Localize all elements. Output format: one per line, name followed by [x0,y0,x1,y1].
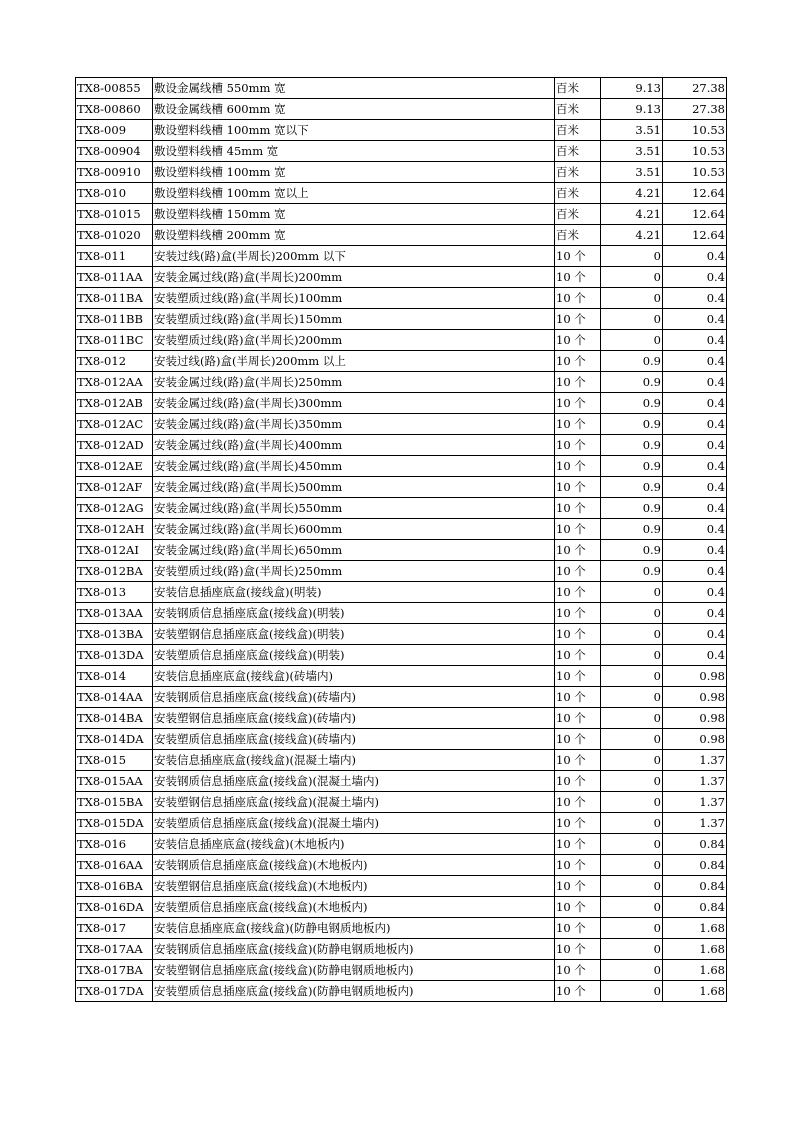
quantity-a-cell: 0.9 [601,477,663,498]
table-row [76,519,727,540]
unit-cell: 百米 [555,183,601,204]
quantity-b-cell: 0.4 [663,519,727,540]
quantity-a-cell: 0 [601,792,663,813]
item-code-cell: TX8-00860 [76,99,153,120]
table-row [76,687,727,708]
quantity-b-cell: 12.64 [663,183,727,204]
quantity-a-cell: 0 [601,624,663,645]
item-description-cell: 安装过线(路)盒(半周长)200mm 以下 [153,246,555,267]
item-code-cell: TX8-011 [76,246,153,267]
quantity-b-cell: 1.68 [663,981,727,1002]
item-code-cell: TX8-012AD [76,435,153,456]
item-code-cell: TX8-00855 [76,78,153,99]
unit-cell: 10 个 [555,960,601,981]
unit-cell: 10 个 [555,645,601,666]
item-code-cell: TX8-015AA [76,771,153,792]
item-description-cell: 安装塑钢信息插座底盒(接线盒)(混凝土墙内) [153,792,555,813]
quantity-a-cell: 0 [601,246,663,267]
item-code-cell: TX8-012AA [76,372,153,393]
quantity-b-cell: 0.4 [663,540,727,561]
table-row [76,603,727,624]
unit-cell: 10 个 [555,498,601,519]
unit-cell: 10 个 [555,876,601,897]
item-description-cell: 安装钢质信息插座底盒(接线盒)(木地板内) [153,855,555,876]
unit-cell: 10 个 [555,393,601,414]
item-code-cell: TX8-013DA [76,645,153,666]
table-row [76,813,727,834]
quantity-b-cell: 0.4 [663,351,727,372]
quantity-a-cell: 0 [601,267,663,288]
quantity-a-cell: 0 [601,708,663,729]
unit-cell: 百米 [555,225,601,246]
item-code-cell: TX8-016 [76,834,153,855]
quantity-a-cell: 0 [601,771,663,792]
item-description-cell: 敷设塑料线槽 100mm 宽以下 [153,120,555,141]
spreadsheet-page [75,77,727,1002]
item-description-cell: 安装金属过线(路)盒(半周长)450mm [153,456,555,477]
unit-cell: 百米 [555,120,601,141]
item-description-cell: 安装钢质信息插座底盒(接线盒)(砖墙内) [153,687,555,708]
item-code-cell: TX8-013 [76,582,153,603]
quantity-a-cell: 3.51 [601,141,663,162]
quantity-a-cell: 0 [601,330,663,351]
table-row [76,666,727,687]
item-code-cell: TX8-012 [76,351,153,372]
unit-cell: 10 个 [555,288,601,309]
unit-cell: 10 个 [555,834,601,855]
quantity-b-cell: 0.4 [663,435,727,456]
table-row [76,372,727,393]
quota-table-body [76,78,727,1002]
item-description-cell: 安装金属过线(路)盒(半周长)550mm [153,498,555,519]
table-row [76,561,727,582]
item-description-cell: 安装塑质信息插座底盒(接线盒)(混凝土墙内) [153,813,555,834]
quantity-b-cell: 0.4 [663,561,727,582]
quantity-b-cell: 0.4 [663,477,727,498]
quantity-a-cell: 0 [601,855,663,876]
table-row [76,771,727,792]
table-row [76,183,727,204]
quantity-a-cell: 0.9 [601,519,663,540]
table-row [76,624,727,645]
quantity-a-cell: 0.9 [601,498,663,519]
quantity-a-cell: 4.21 [601,204,663,225]
item-code-cell: TX8-014BA [76,708,153,729]
table-row [76,750,727,771]
item-description-cell: 敷设塑料线槽 45mm 宽 [153,141,555,162]
quantity-b-cell: 1.68 [663,918,727,939]
quantity-a-cell: 0.9 [601,561,663,582]
quantity-b-cell: 0.4 [663,582,727,603]
item-description-cell: 安装钢质信息插座底盒(接线盒)(防静电钢质地板内) [153,939,555,960]
unit-cell: 10 个 [555,456,601,477]
quantity-a-cell: 0.9 [601,456,663,477]
table-row [76,582,727,603]
item-description-cell: 安装过线(路)盒(半周长)200mm 以上 [153,351,555,372]
table-row [76,435,727,456]
quantity-b-cell: 27.38 [663,99,727,120]
item-description-cell: 安装金属过线(路)盒(半周长)250mm [153,372,555,393]
unit-cell: 10 个 [555,351,601,372]
quantity-b-cell: 10.53 [663,141,727,162]
table-row [76,99,727,120]
item-description-cell: 安装塑质过线(路)盒(半周长)150mm [153,309,555,330]
quantity-a-cell: 3.51 [601,120,663,141]
quantity-b-cell: 0.4 [663,330,727,351]
quantity-b-cell: 12.64 [663,225,727,246]
item-description-cell: 安装信息插座底盒(接线盒)(明装) [153,582,555,603]
unit-cell: 10 个 [555,666,601,687]
item-code-cell: TX8-01020 [76,225,153,246]
quantity-b-cell: 0.4 [663,456,727,477]
item-code-cell: TX8-012AG [76,498,153,519]
item-code-cell: TX8-010 [76,183,153,204]
table-row [76,456,727,477]
quantity-a-cell: 0.9 [601,414,663,435]
quantity-b-cell: 0.4 [663,624,727,645]
item-description-cell: 安装塑钢信息插座底盒(接线盒)(防静电钢质地板内) [153,960,555,981]
table-row [76,309,727,330]
unit-cell: 百米 [555,204,601,225]
item-description-cell: 安装钢质信息插座底盒(接线盒)(混凝土墙内) [153,771,555,792]
quantity-b-cell: 0.4 [663,393,727,414]
quantity-b-cell: 0.98 [663,708,727,729]
unit-cell: 10 个 [555,603,601,624]
quantity-b-cell: 1.37 [663,792,727,813]
item-description-cell: 安装塑质信息插座底盒(接线盒)(明装) [153,645,555,666]
table-row [76,708,727,729]
quantity-b-cell: 0.4 [663,309,727,330]
item-code-cell: TX8-017 [76,918,153,939]
quota-table [75,77,727,1002]
item-description-cell: 安装金属过线(路)盒(半周长)400mm [153,435,555,456]
item-description-cell: 安装信息插座底盒(接线盒)(木地板内) [153,834,555,855]
quantity-b-cell: 1.37 [663,813,727,834]
table-row [76,288,727,309]
item-code-cell: TX8-013BA [76,624,153,645]
unit-cell: 10 个 [555,981,601,1002]
table-row [76,120,727,141]
quantity-a-cell: 0.9 [601,540,663,561]
quantity-a-cell: 0 [601,582,663,603]
item-description-cell: 安装塑钢信息插座底盒(接线盒)(木地板内) [153,876,555,897]
quantity-b-cell: 0.4 [663,267,727,288]
item-code-cell: TX8-011BB [76,309,153,330]
item-code-cell: TX8-00910 [76,162,153,183]
unit-cell: 百米 [555,162,601,183]
item-description-cell: 安装金属过线(路)盒(半周长)500mm [153,477,555,498]
quantity-a-cell: 3.51 [601,162,663,183]
item-code-cell: TX8-013AA [76,603,153,624]
unit-cell: 10 个 [555,540,601,561]
table-row [76,141,727,162]
item-description-cell: 敷设塑料线槽 100mm 宽以上 [153,183,555,204]
quantity-b-cell: 1.37 [663,771,727,792]
table-row [76,225,727,246]
item-code-cell: TX8-011BC [76,330,153,351]
quantity-a-cell: 0 [601,813,663,834]
table-row [76,645,727,666]
item-description-cell: 安装信息插座底盒(接线盒)(砖墙内) [153,666,555,687]
table-row [76,267,727,288]
unit-cell: 10 个 [555,582,601,603]
item-description-cell: 安装塑质过线(路)盒(半周长)250mm [153,561,555,582]
unit-cell: 10 个 [555,624,601,645]
quantity-b-cell: 1.68 [663,939,727,960]
table-row [76,78,727,99]
table-row [76,918,727,939]
quantity-b-cell: 10.53 [663,120,727,141]
unit-cell: 10 个 [555,792,601,813]
table-row [76,498,727,519]
item-code-cell: TX8-011BA [76,288,153,309]
item-code-cell: TX8-011AA [76,267,153,288]
table-row [76,876,727,897]
quantity-b-cell: 0.84 [663,834,727,855]
item-description-cell: 安装塑质信息插座底盒(接线盒)(木地板内) [153,897,555,918]
unit-cell: 10 个 [555,435,601,456]
table-row [76,477,727,498]
quantity-b-cell: 0.4 [663,645,727,666]
table-row [76,981,727,1002]
item-code-cell: TX8-017DA [76,981,153,1002]
quantity-b-cell: 0.98 [663,666,727,687]
item-code-cell: TX8-012AB [76,393,153,414]
table-row [76,960,727,981]
item-code-cell: TX8-012BA [76,561,153,582]
unit-cell: 10 个 [555,813,601,834]
quantity-a-cell: 0 [601,876,663,897]
item-description-cell: 敷设金属线槽 550mm 宽 [153,78,555,99]
quantity-b-cell: 27.38 [663,78,727,99]
item-code-cell: TX8-009 [76,120,153,141]
unit-cell: 10 个 [555,771,601,792]
unit-cell: 10 个 [555,561,601,582]
unit-cell: 10 个 [555,855,601,876]
table-row [76,540,727,561]
table-row [76,792,727,813]
quantity-a-cell: 0 [601,897,663,918]
quantity-a-cell: 0 [601,960,663,981]
item-code-cell: TX8-012AH [76,519,153,540]
quantity-a-cell: 0 [601,603,663,624]
unit-cell: 10 个 [555,372,601,393]
item-description-cell: 安装金属过线(路)盒(半周长)650mm [153,540,555,561]
quantity-a-cell: 0 [601,645,663,666]
unit-cell: 百米 [555,78,601,99]
item-description-cell: 安装塑钢信息插座底盒(接线盒)(明装) [153,624,555,645]
quantity-a-cell: 9.13 [601,78,663,99]
table-row [76,393,727,414]
item-description-cell: 安装金属过线(路)盒(半周长)350mm [153,414,555,435]
item-description-cell: 安装塑质信息插座底盒(接线盒)(防静电钢质地板内) [153,981,555,1002]
quantity-a-cell: 9.13 [601,99,663,120]
table-row [76,162,727,183]
unit-cell: 10 个 [555,477,601,498]
item-code-cell: TX8-017AA [76,939,153,960]
quantity-b-cell: 0.4 [663,246,727,267]
item-code-cell: TX8-012AE [76,456,153,477]
quantity-b-cell: 0.84 [663,855,727,876]
item-description-cell: 敷设塑料线槽 150mm 宽 [153,204,555,225]
quantity-b-cell: 10.53 [663,162,727,183]
quantity-b-cell: 0.4 [663,372,727,393]
quantity-b-cell: 0.84 [663,897,727,918]
quantity-a-cell: 0 [601,918,663,939]
quantity-b-cell: 0.4 [663,498,727,519]
item-code-cell: TX8-015DA [76,813,153,834]
quantity-a-cell: 0 [601,288,663,309]
quantity-a-cell: 0.9 [601,435,663,456]
quantity-a-cell: 0.9 [601,393,663,414]
unit-cell: 10 个 [555,939,601,960]
item-code-cell: TX8-016BA [76,876,153,897]
table-row [76,939,727,960]
item-description-cell: 安装金属过线(路)盒(半周长)200mm [153,267,555,288]
item-description-cell: 敷设塑料线槽 100mm 宽 [153,162,555,183]
item-description-cell: 安装金属过线(路)盒(半周长)600mm [153,519,555,540]
item-code-cell: TX8-016AA [76,855,153,876]
unit-cell: 百米 [555,99,601,120]
quantity-a-cell: 0 [601,687,663,708]
quantity-a-cell: 0 [601,939,663,960]
quantity-b-cell: 0.4 [663,603,727,624]
item-description-cell: 敷设金属线槽 600mm 宽 [153,99,555,120]
unit-cell: 10 个 [555,519,601,540]
unit-cell: 10 个 [555,750,601,771]
item-code-cell: TX8-00904 [76,141,153,162]
item-description-cell: 安装塑质信息插座底盒(接线盒)(砖墙内) [153,729,555,750]
quantity-a-cell: 0 [601,309,663,330]
quantity-b-cell: 0.84 [663,876,727,897]
item-description-cell: 安装信息插座底盒(接线盒)(防静电钢质地板内) [153,918,555,939]
quantity-a-cell: 0 [601,750,663,771]
item-code-cell: TX8-017BA [76,960,153,981]
unit-cell: 百米 [555,141,601,162]
table-row [76,897,727,918]
unit-cell: 10 个 [555,687,601,708]
table-row [76,729,727,750]
quantity-a-cell: 4.21 [601,183,663,204]
item-description-cell: 敷设塑料线槽 200mm 宽 [153,225,555,246]
unit-cell: 10 个 [555,267,601,288]
table-row [76,414,727,435]
unit-cell: 10 个 [555,708,601,729]
table-row [76,855,727,876]
unit-cell: 10 个 [555,330,601,351]
quantity-a-cell: 0.9 [601,372,663,393]
table-row [76,834,727,855]
unit-cell: 10 个 [555,414,601,435]
quantity-b-cell: 1.68 [663,960,727,981]
item-description-cell: 安装钢质信息插座底盒(接线盒)(明装) [153,603,555,624]
table-row [76,246,727,267]
table-row [76,351,727,372]
unit-cell: 10 个 [555,246,601,267]
table-row [76,330,727,351]
item-code-cell: TX8-012AF [76,477,153,498]
quantity-b-cell: 12.64 [663,204,727,225]
item-code-cell: TX8-016DA [76,897,153,918]
quantity-b-cell: 0.98 [663,729,727,750]
quantity-a-cell: 4.21 [601,225,663,246]
quantity-a-cell: 0 [601,666,663,687]
quantity-b-cell: 0.98 [663,687,727,708]
item-description-cell: 安装信息插座底盒(接线盒)(混凝土墙内) [153,750,555,771]
item-description-cell: 安装塑钢信息插座底盒(接线盒)(砖墙内) [153,708,555,729]
quantity-b-cell: 0.4 [663,414,727,435]
item-description-cell: 安装金属过线(路)盒(半周长)300mm [153,393,555,414]
item-description-cell: 安装塑质过线(路)盒(半周长)200mm [153,330,555,351]
item-code-cell: TX8-015BA [76,792,153,813]
quantity-a-cell: 0 [601,834,663,855]
quantity-b-cell: 0.4 [663,288,727,309]
table-row [76,204,727,225]
item-code-cell: TX8-012AC [76,414,153,435]
quantity-b-cell: 1.37 [663,750,727,771]
item-code-cell: TX8-012AI [76,540,153,561]
item-code-cell: TX8-014AA [76,687,153,708]
item-code-cell: TX8-014 [76,666,153,687]
unit-cell: 10 个 [555,897,601,918]
quantity-a-cell: 0.9 [601,351,663,372]
quantity-a-cell: 0 [601,981,663,1002]
unit-cell: 10 个 [555,918,601,939]
item-code-cell: TX8-01015 [76,204,153,225]
unit-cell: 10 个 [555,309,601,330]
item-code-cell: TX8-014DA [76,729,153,750]
unit-cell: 10 个 [555,729,601,750]
quantity-a-cell: 0 [601,729,663,750]
item-code-cell: TX8-015 [76,750,153,771]
item-description-cell: 安装塑质过线(路)盒(半周长)100mm [153,288,555,309]
